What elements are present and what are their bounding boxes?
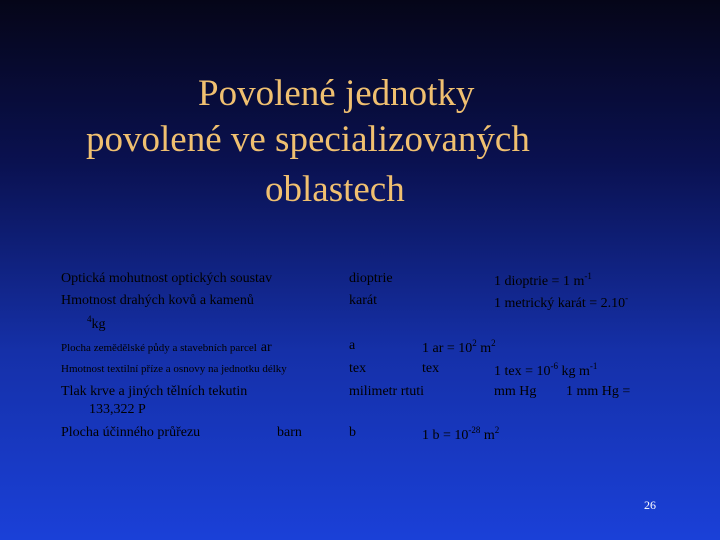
row-3-unit: a: [349, 338, 356, 353]
row-6-relation: 1 $b = 10^{-28}$ $m^2$: [422, 425, 500, 443]
row-1-relation: 1 dioptrie = 1 $m^{-1}$: [494, 271, 592, 289]
row-6-unit: b: [349, 425, 356, 440]
row-6-name-suffix: barn: [277, 425, 302, 440]
row-5-continuation: 133,322 P: [89, 402, 146, 417]
row-2-unit: karát: [349, 293, 377, 308]
row-5-symbol: mm Hg: [494, 384, 537, 399]
row-6-name: Plocha účinného průřezu: [61, 425, 201, 440]
row-4-unit-symbol: tex: [422, 361, 440, 376]
row-5-name: Tlak krve a jiných tělních tekutin: [61, 384, 248, 399]
row-2-continuation: $^4$kg: [87, 314, 106, 332]
row-4-unit: tex: [349, 361, 367, 376]
row-3-relation: 1 ar = $10^2$ $m^2$: [422, 338, 496, 356]
row-2-relation: 1 metrický karát = 2.10-: [494, 293, 629, 311]
row-4-name: Hmotnost textilní příze a osnovy na jednotku délky: [61, 363, 287, 375]
row-5-relation: 1 mm Hg =: [566, 384, 631, 399]
row-4-relation: 1 tex = $10^{-6}$ kg $m^{-1}$: [494, 361, 598, 379]
row-1-unit: dioptrie: [349, 271, 393, 286]
title-line-3: oblastech: [265, 169, 405, 210]
row-2-name: Hmotnost drahých kovů a kamenů: [61, 293, 254, 308]
page-number: 26: [644, 498, 656, 512]
row-3-name: Plocha zemědělské půdy a stavebních parcel ar: [61, 340, 272, 355]
title-line-1: Povolené jednotky: [198, 73, 475, 114]
row-1-name: Optická mohutnost optických soustav: [61, 271, 273, 286]
row-5-unit: milimetr rtuti: [349, 384, 425, 399]
title-line-2: povolené ve specializovaných: [86, 119, 530, 160]
